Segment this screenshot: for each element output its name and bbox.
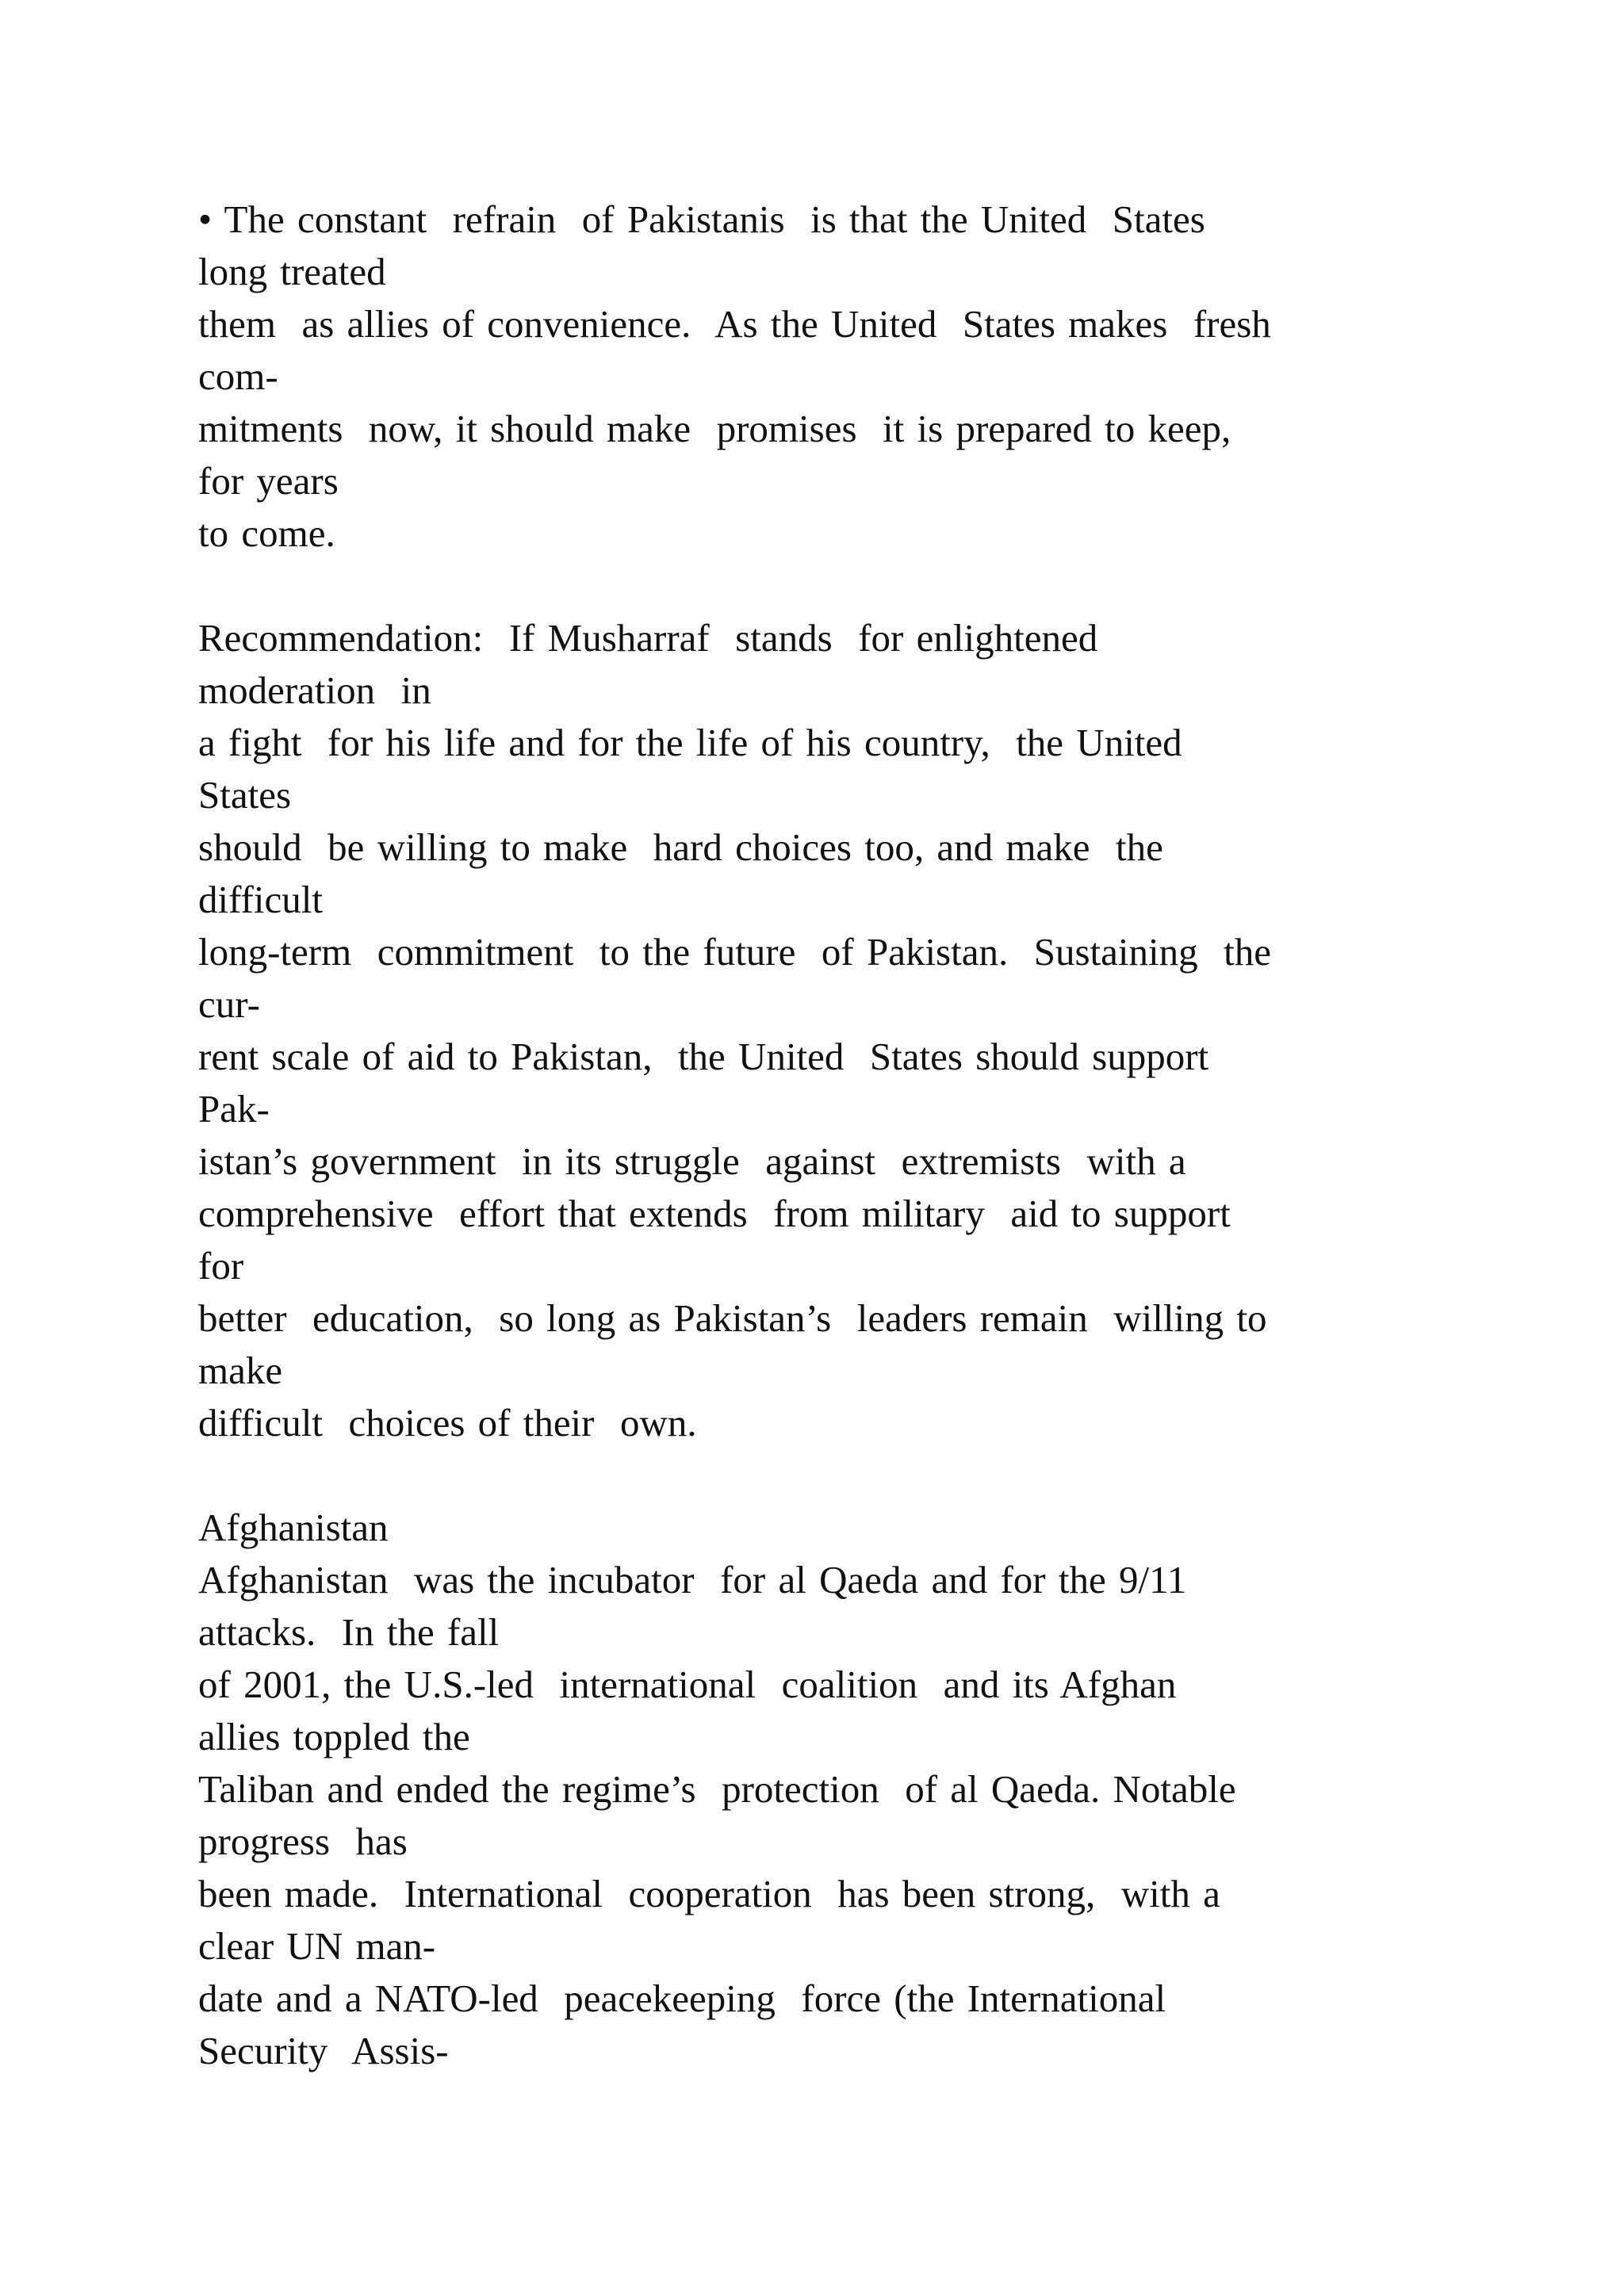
text-line: been made. International cooperation has been strong, with a xyxy=(198,1872,1220,1915)
text-line: moderation in xyxy=(198,668,431,712)
text-line: progress has xyxy=(198,1820,408,1863)
text-line: com- xyxy=(198,354,278,398)
section-heading: Afghanistan xyxy=(198,1506,389,1549)
paragraph-gap xyxy=(198,1449,1507,1502)
pakistan-bullet-paragraph xyxy=(198,193,1507,560)
text-line: for years xyxy=(198,459,339,503)
text-line: cur- xyxy=(198,982,260,1026)
text-line: better education, so long as Pakistan’s leaders remain willing to xyxy=(198,1296,1267,1340)
text-line: attacks. In the fall xyxy=(198,1610,500,1654)
text-line: date and a NATO-led peacekeeping force (the International xyxy=(198,1976,1166,2020)
text-line: long-term commitment to the future of Pakistan. Sustaining the xyxy=(198,930,1272,974)
text-line: make xyxy=(198,1349,283,1392)
paragraph-gap xyxy=(198,560,1507,612)
text-line: clear UN man- xyxy=(198,1924,436,1968)
text-line: rent scale of aid to Pakistan, the United States should support xyxy=(198,1035,1209,1078)
text-line: • The constant refrain of Pakistanis is that the United States xyxy=(198,197,1205,241)
text-line: difficult choices of their own. xyxy=(198,1401,697,1445)
text-line: should be willing to make hard choices too, and make the xyxy=(198,825,1163,869)
text-line: a fight for his life and for the life of his country, the United xyxy=(198,721,1182,764)
text-line: comprehensive effort that extends from military aid to support xyxy=(198,1192,1231,1235)
text-line: of 2001, the U.S.-led international coalition and its Afghan xyxy=(198,1663,1177,1706)
text-line: for xyxy=(198,1244,244,1288)
text-line: mitments now, it should make promises it is prepared to keep, xyxy=(198,407,1231,450)
text-line: istan’s government in its struggle against extremists with a xyxy=(198,1139,1186,1183)
text-line: Security Assis- xyxy=(198,2029,449,2072)
document-body xyxy=(198,193,1507,2077)
text-line: difficult xyxy=(198,878,323,921)
text-line: Taliban and ended the regime’s protection of al Qaeda. Notable xyxy=(198,1767,1236,1811)
text-line: long treated xyxy=(198,250,386,293)
text-line: Recommendation: If Musharraf stands for enlightened xyxy=(198,616,1098,660)
text-line: States xyxy=(198,773,292,817)
text-line: Afghanistan was the incubator for al Qaeda and for the 9/11 xyxy=(198,1558,1187,1601)
afghanistan-paragraph xyxy=(198,1502,1507,2077)
recommendation-paragraph xyxy=(198,612,1507,1449)
text-line: them as allies of convenience. As the United States makes fresh xyxy=(198,302,1271,346)
text-line: to come. xyxy=(198,511,335,555)
text-line: Pak- xyxy=(198,1087,270,1131)
text-line: allies toppled the xyxy=(198,1715,470,1758)
